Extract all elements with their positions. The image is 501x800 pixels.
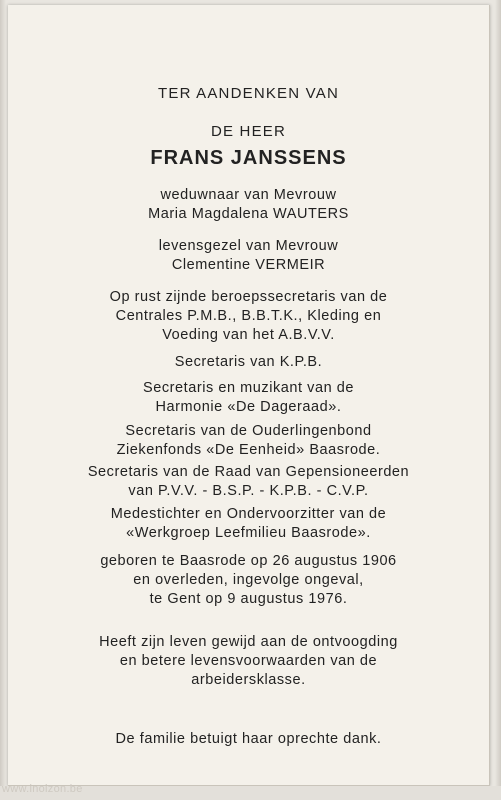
memorial-card [8,5,490,786]
role-werkgroep-line-1: Medestichter en Ondervoorzitter van de [110,506,387,522]
life-line-3: te Gent op 9 augustus 1976. [149,591,348,607]
spouse-1-line-1: weduwnaar van Mevrouw [160,187,337,203]
spouse-1-line-2: Maria Magdalena WAUTERS [148,206,349,222]
dedication-line-3: arbeidersklasse. [191,672,306,688]
thanks-line: De familie betuigt haar oprechte dank. [115,731,382,747]
role-ouderlingen-line-2: Ziekenfonds «De Eenheid» Baasrode. [116,442,381,458]
title-prefix: DE HEER [210,123,287,140]
career-line-1: Op rust zijnde beroepssecretaris van de [109,289,388,305]
card-header: TER AANDENKEN VAN [158,85,339,102]
role-raad-line-1: Secretaris van de Raad van Gepensioneerden [87,464,410,480]
career-line-3: Voeding van het A.B.V.V. [162,327,335,343]
deceased-name: FRANS JANSSENS [150,147,347,169]
role-werkgroep-line-2: «Werkgroep Leefmilieu Baasrode». [126,525,371,541]
life-line-2: en overleden, ingevolge ongeval, [133,572,364,588]
spouse-2-line-1: levensgezel van Mevrouw [158,238,339,254]
role-harmonie-line-1: Secretaris en muzikant van de [143,380,354,396]
career-line-2: Centrales P.M.B., B.B.T.K., Kleding en [115,308,382,324]
role-raad-line-2: van P.V.V. - B.S.P. - K.P.B. - C.V.P. [128,483,369,499]
watermark: www.inoizon.be [2,783,83,795]
spouse-2-line-2: Clementine VERMEIR [171,257,326,273]
life-line-1: geboren te Baasrode op 26 augustus 1906 [100,553,397,569]
dedication-line-1: Heeft zijn leven gewijd aan de ontvoogding [99,634,398,650]
role-kpb: Secretaris van K.P.B. [174,354,323,370]
role-ouderlingen-line-1: Secretaris van de Ouderlingenbond [125,423,372,439]
role-harmonie-line-2: Harmonie «De Dageraad». [155,399,342,415]
dedication-line-2: en betere levensvoorwaarden van de [119,653,378,669]
